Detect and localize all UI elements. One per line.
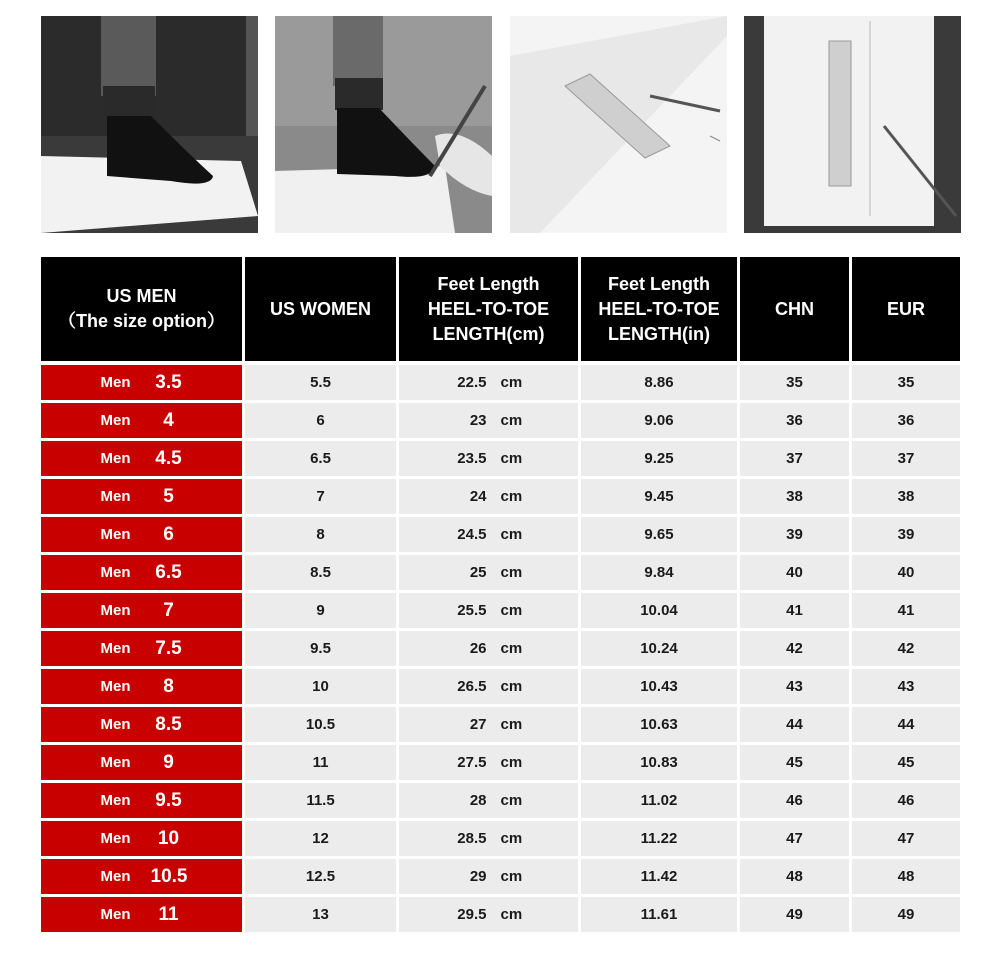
eur-cell: 38 — [852, 479, 960, 514]
length-in-cell: 9.84 — [581, 555, 740, 590]
header-us-men-subtitle: （The size option） — [57, 311, 225, 331]
us-men-size: 10.5 — [150, 865, 188, 887]
us-men-size: 4 — [163, 409, 174, 431]
length-cm-value: 26.5 — [457, 678, 487, 695]
length-cm-value: 26 — [469, 640, 487, 657]
us-men-size: 9.5 — [155, 789, 182, 811]
length-cm-value: 28 — [469, 792, 487, 809]
length-cm-unit: cm — [500, 412, 523, 429]
length-cm-cell — [399, 669, 581, 704]
length-cm-unit: cm — [500, 830, 523, 847]
us-men-cell — [41, 517, 245, 552]
us-women-cell: 11 — [245, 745, 399, 780]
length-cm-unit: cm — [500, 564, 523, 581]
header-cm-line1: Feet Length — [437, 273, 540, 294]
table-row — [41, 859, 960, 897]
length-in-cell: 9.06 — [581, 403, 740, 438]
us-men-cell — [41, 669, 245, 704]
us-men-cell — [41, 783, 245, 818]
header-length-in — [581, 257, 740, 361]
size-chart-table — [41, 257, 960, 935]
eur-cell: 42 — [852, 631, 960, 666]
us-men-cell — [41, 821, 245, 856]
us-men-cell — [41, 897, 245, 932]
us-men-cell — [41, 441, 245, 476]
us-women-cell: 13 — [245, 897, 399, 932]
men-prefix: Men — [100, 754, 131, 771]
men-prefix: Men — [100, 716, 131, 733]
us-men-size: 7.5 — [155, 637, 182, 659]
chn-cell: 35 — [740, 365, 852, 400]
length-cm-cell — [399, 441, 581, 476]
us-men-cell — [41, 403, 245, 438]
length-cm-value: 24.5 — [457, 526, 487, 543]
chn-cell: 47 — [740, 821, 852, 856]
chn-cell: 40 — [740, 555, 852, 590]
chn-cell: 48 — [740, 859, 852, 894]
chn-cell: 41 — [740, 593, 852, 628]
chn-cell: 44 — [740, 707, 852, 742]
length-cm-value: 22.5 — [457, 374, 487, 391]
eur-cell: 48 — [852, 859, 960, 894]
header-us-men — [41, 257, 245, 361]
us-women-cell: 8 — [245, 517, 399, 552]
header-chn — [740, 257, 852, 361]
us-men-cell — [41, 593, 245, 628]
foot-on-paper-photo — [41, 16, 258, 233]
us-men-cell — [41, 859, 245, 894]
length-cm-unit: cm — [500, 488, 523, 505]
men-prefix: Men — [100, 564, 131, 581]
table-row — [41, 517, 960, 555]
length-cm-value: 24 — [469, 488, 487, 505]
table-row — [41, 403, 960, 441]
table-row — [41, 745, 960, 783]
men-prefix: Men — [100, 450, 131, 467]
us-men-cell — [41, 479, 245, 514]
header-us-women-label: US WOMEN — [270, 298, 371, 319]
length-in-cell: 11.61 — [581, 897, 740, 932]
eur-cell: 35 — [852, 365, 960, 400]
length-cm-unit: cm — [500, 602, 523, 619]
length-cm-value: 23.5 — [457, 450, 487, 467]
table-row — [41, 669, 960, 707]
eur-cell: 41 — [852, 593, 960, 628]
length-cm-value: 25.5 — [457, 602, 487, 619]
length-cm-value: 28.5 — [457, 830, 487, 847]
table-row — [41, 897, 960, 935]
length-in-cell: 11.02 — [581, 783, 740, 818]
length-in-cell: 10.63 — [581, 707, 740, 742]
us-women-cell: 6.5 — [245, 441, 399, 476]
length-cm-unit: cm — [500, 868, 523, 885]
chn-cell: 36 — [740, 403, 852, 438]
length-cm-unit: cm — [500, 374, 523, 391]
length-in-cell: 9.45 — [581, 479, 740, 514]
table-row — [41, 593, 960, 631]
ruler-on-paper-photo — [510, 16, 727, 233]
men-prefix: Men — [100, 792, 131, 809]
us-men-size: 8 — [163, 675, 174, 697]
table-body — [41, 365, 960, 935]
length-cm-unit: cm — [500, 678, 523, 695]
us-men-size: 5 — [163, 485, 174, 507]
eur-cell: 40 — [852, 555, 960, 590]
table-row — [41, 441, 960, 479]
men-prefix: Men — [100, 374, 131, 391]
chn-cell: 45 — [740, 745, 852, 780]
length-cm-cell — [399, 555, 581, 590]
chn-cell: 38 — [740, 479, 852, 514]
men-prefix: Men — [100, 830, 131, 847]
us-women-cell: 10.5 — [245, 707, 399, 742]
header-row — [41, 257, 960, 361]
length-cm-cell — [399, 821, 581, 856]
header-chn-label: CHN — [775, 298, 814, 319]
us-men-cell — [41, 745, 245, 780]
us-men-size: 3.5 — [155, 371, 182, 393]
length-cm-cell — [399, 365, 581, 400]
chn-cell: 37 — [740, 441, 852, 476]
men-prefix: Men — [100, 868, 131, 885]
men-prefix: Men — [100, 678, 131, 695]
length-cm-cell — [399, 517, 581, 552]
us-men-size: 8.5 — [155, 713, 182, 735]
eur-cell: 39 — [852, 517, 960, 552]
us-women-cell: 6 — [245, 403, 399, 438]
header-eur — [852, 257, 960, 361]
length-in-cell: 8.86 — [581, 365, 740, 400]
us-women-cell: 9 — [245, 593, 399, 628]
table-row — [41, 783, 960, 821]
length-cm-unit: cm — [500, 640, 523, 657]
us-men-cell — [41, 707, 245, 742]
us-men-size: 11 — [158, 903, 179, 925]
eur-cell: 45 — [852, 745, 960, 780]
us-women-cell: 8.5 — [245, 555, 399, 590]
us-women-cell: 12 — [245, 821, 399, 856]
us-men-size: 6 — [163, 523, 174, 545]
header-length-cm — [399, 257, 581, 361]
length-cm-cell — [399, 783, 581, 818]
men-prefix: Men — [100, 412, 131, 429]
measuring-length-photo — [744, 16, 961, 233]
length-cm-value: 27 — [469, 716, 487, 733]
length-cm-cell — [399, 593, 581, 628]
us-women-cell: 5.5 — [245, 365, 399, 400]
length-cm-cell — [399, 403, 581, 438]
chn-cell: 43 — [740, 669, 852, 704]
header-cm-line3: LENGTH(cm) — [432, 323, 545, 344]
length-in-cell: 9.25 — [581, 441, 740, 476]
length-cm-unit: cm — [500, 716, 523, 733]
men-prefix: Men — [100, 640, 131, 657]
length-cm-cell — [399, 707, 581, 742]
men-prefix: Men — [100, 488, 131, 505]
length-in-cell: 11.22 — [581, 821, 740, 856]
chn-cell: 46 — [740, 783, 852, 818]
us-men-cell — [41, 365, 245, 400]
length-in-cell: 10.04 — [581, 593, 740, 628]
us-men-size: 6.5 — [155, 561, 182, 583]
men-prefix: Men — [100, 906, 131, 923]
length-cm-cell — [399, 897, 581, 932]
length-cm-unit: cm — [500, 754, 523, 771]
length-cm-unit: cm — [500, 792, 523, 809]
header-us-men-title: US MEN — [106, 286, 177, 306]
length-cm-value: 25 — [469, 564, 487, 581]
table-row — [41, 555, 960, 593]
length-in-cell: 9.65 — [581, 517, 740, 552]
header-eur-label: EUR — [886, 298, 925, 319]
length-cm-cell — [399, 745, 581, 780]
us-men-size: 7 — [163, 599, 174, 621]
us-women-cell: 12.5 — [245, 859, 399, 894]
length-cm-unit: cm — [500, 450, 523, 467]
length-in-cell: 10.24 — [581, 631, 740, 666]
men-prefix: Men — [100, 526, 131, 543]
us-men-cell — [41, 631, 245, 666]
chn-cell: 49 — [740, 897, 852, 932]
eur-cell: 46 — [852, 783, 960, 818]
length-cm-unit: cm — [500, 906, 523, 923]
us-women-cell: 9.5 — [245, 631, 399, 666]
length-in-cell: 10.83 — [581, 745, 740, 780]
tracing-foot-photo — [275, 16, 492, 233]
header-in-line1: Feet Length — [608, 273, 710, 294]
eur-cell: 43 — [852, 669, 960, 704]
table-row — [41, 707, 960, 745]
length-cm-value: 23 — [469, 412, 487, 429]
header-cm-line2: HEEL-TO-TOE — [427, 298, 550, 319]
table-row — [41, 479, 960, 517]
us-women-cell: 11.5 — [245, 783, 399, 818]
length-cm-value: 29.5 — [457, 906, 487, 923]
table-row — [41, 365, 960, 403]
us-men-size: 9 — [163, 751, 174, 773]
us-women-cell: 7 — [245, 479, 399, 514]
length-cm-value: 27.5 — [457, 754, 487, 771]
eur-cell: 49 — [852, 897, 960, 932]
table-row — [41, 631, 960, 669]
men-prefix: Men — [100, 602, 131, 619]
length-cm-cell — [399, 859, 581, 894]
length-in-cell: 11.42 — [581, 859, 740, 894]
header-in-line3: LENGTH(in) — [608, 323, 710, 344]
length-cm-cell — [399, 479, 581, 514]
us-men-size: 10 — [157, 827, 180, 849]
us-women-cell: 10 — [245, 669, 399, 704]
table-row — [41, 821, 960, 859]
length-cm-cell — [399, 631, 581, 666]
us-men-cell — [41, 555, 245, 590]
eur-cell: 44 — [852, 707, 960, 742]
chn-cell: 42 — [740, 631, 852, 666]
measuring-photos — [41, 16, 960, 233]
eur-cell: 36 — [852, 403, 960, 438]
length-cm-unit: cm — [500, 526, 523, 543]
header-in-line2: HEEL-TO-TOE — [598, 298, 720, 319]
eur-cell: 47 — [852, 821, 960, 856]
header-us-women — [245, 257, 399, 361]
us-men-size: 4.5 — [155, 447, 182, 469]
length-in-cell: 10.43 — [581, 669, 740, 704]
eur-cell: 37 — [852, 441, 960, 476]
chn-cell: 39 — [740, 517, 852, 552]
length-cm-value: 29 — [469, 868, 487, 885]
